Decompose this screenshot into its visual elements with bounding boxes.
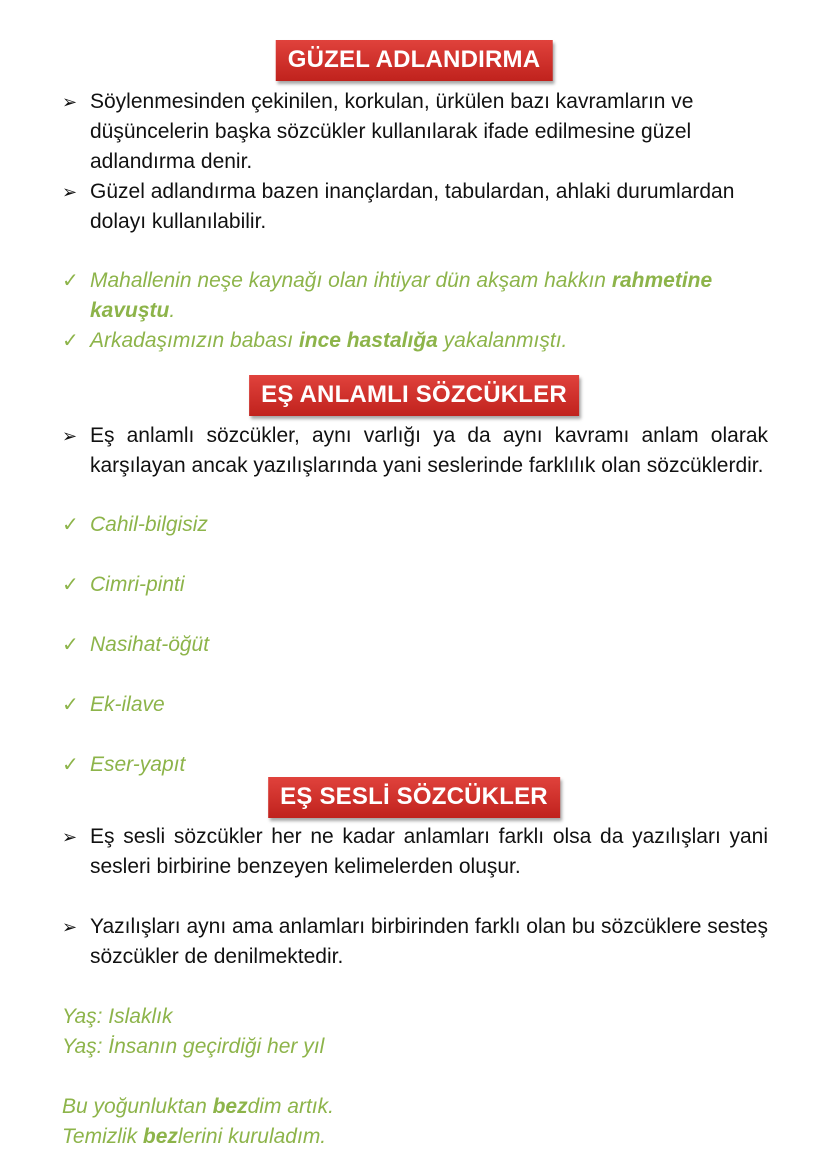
example-item bbox=[62, 750, 768, 780]
sentence-bold-text: bez bbox=[212, 1095, 248, 1118]
arrow-bullet-icon: ➢ bbox=[62, 92, 78, 112]
bullet-text: Güzel adlandırma bazen inançlardan, tabulardan, ahlaki durumlardan dolayı kullanılabilir. bbox=[90, 180, 735, 233]
bullet-item bbox=[62, 421, 768, 481]
homonym-example: Yaş: İnsanın geçirdiği her yıl bbox=[62, 1035, 325, 1058]
sentence-text: Bu yoğunluktan bbox=[62, 1095, 213, 1118]
homonym-sentence bbox=[62, 1122, 768, 1152]
example-text: Ek-ilave bbox=[90, 693, 165, 716]
example-text: Nasihat-öğüt bbox=[90, 633, 210, 656]
checkmark-icon: ✓ bbox=[62, 694, 79, 716]
sentence-bold-text: bez bbox=[142, 1125, 178, 1148]
example-item bbox=[62, 690, 768, 720]
example-item bbox=[62, 326, 768, 356]
bullet-item bbox=[62, 822, 768, 882]
example-text: Cimri-pinti bbox=[90, 573, 185, 596]
bullet-text: Eş sesli sözcükler her ne kadar anlamları farklı olsa da yazılışları yani sesleri birbirine benzeyen kelimelerden oluşur. bbox=[90, 825, 768, 878]
homonym-sentence bbox=[62, 1092, 768, 1122]
checkmark-icon: ✓ bbox=[62, 514, 79, 536]
arrow-bullet-icon: ➢ bbox=[62, 426, 78, 446]
sentence-text-end: dim artık. bbox=[247, 1095, 334, 1118]
bullet-item bbox=[62, 87, 768, 177]
sentence-text: Temizlik bbox=[62, 1125, 143, 1148]
example-text: Cahil-bilgisiz bbox=[90, 513, 208, 536]
bullet-text: Yazılışları aynı ama anlamları birbirinden farklı olan bu sözcüklere sesteş sözcükler de denilmektedir. bbox=[90, 915, 768, 968]
checkmark-icon: ✓ bbox=[62, 574, 79, 596]
sentence-text-end: lerini kuruladım. bbox=[177, 1125, 327, 1148]
checkmark-icon: ✓ bbox=[62, 754, 79, 776]
arrow-bullet-icon: ➢ bbox=[62, 827, 78, 847]
example-bold-text: ince hastalığa bbox=[298, 329, 438, 352]
example-text: Arkadaşımızın babası bbox=[90, 329, 299, 352]
checkmark-icon: ✓ bbox=[62, 634, 79, 656]
example-item bbox=[62, 630, 768, 660]
bullet-text: Eş anlamlı sözcükler, aynı varlığı ya da aynı kavramı anlam olarak karşılayan ancak yazılışlarında yani seslerinde farklılık olan sözcüklerdir. bbox=[90, 424, 768, 477]
heading-es-sesli: EŞ SESLİ SÖZCÜKLER bbox=[268, 777, 560, 818]
checkmark-icon: ✓ bbox=[62, 270, 79, 292]
bullet-item bbox=[62, 177, 768, 237]
example-item bbox=[62, 570, 768, 600]
bullet-item bbox=[62, 912, 768, 972]
homonym-example: Yaş: Islaklık bbox=[62, 1005, 173, 1028]
example-item bbox=[62, 510, 768, 540]
heading-guzel-adlandirma: GÜZEL ADLANDIRMA bbox=[276, 40, 553, 81]
example-item bbox=[62, 266, 768, 326]
heading-es-anlamli: EŞ ANLAMLI SÖZCÜKLER bbox=[249, 375, 579, 416]
arrow-bullet-icon: ➢ bbox=[62, 917, 78, 937]
example-text-end: . bbox=[169, 299, 176, 322]
arrow-bullet-icon: ➢ bbox=[62, 182, 78, 202]
example-bold-text: rahmetine kavuştu bbox=[90, 269, 713, 322]
checkmark-icon: ✓ bbox=[62, 330, 79, 352]
example-text: Eser-yapıt bbox=[90, 753, 186, 776]
example-text-end: yakalanmıştı. bbox=[437, 329, 568, 352]
bullet-text: Söylenmesinden çekinilen, korkulan, ürkülen bazı kavramların ve düşüncelerin başka sözcükler kullanılarak ifade edilmesine güzel adlandırma denir. bbox=[90, 90, 694, 173]
example-text: Mahallenin neşe kaynağı olan ihtiyar dün akşam hakkın bbox=[90, 269, 612, 292]
